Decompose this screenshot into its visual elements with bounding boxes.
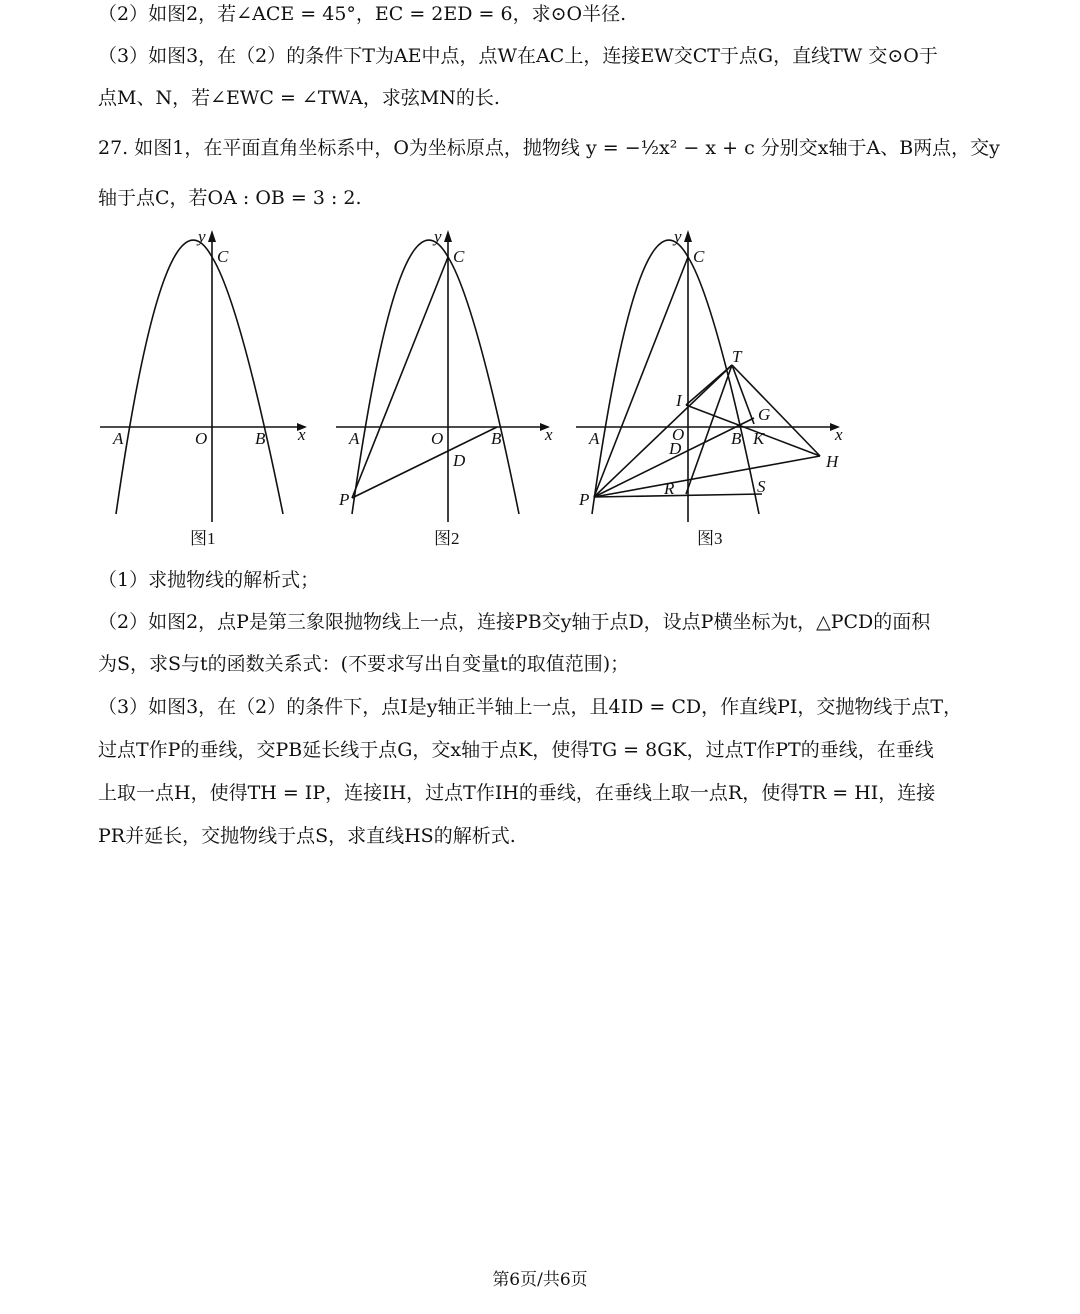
question-27-stem-line1: 27. 如图1，在平面直角坐标系中，O为坐标原点，抛物线 y = −½x² − x + c 分别交x轴于A、B两点，交y [98,137,1000,159]
fig1-c-label: C [217,247,229,266]
question-27-stem-line2: 轴于点C，若OA : OB = 3 : 2. [98,187,362,209]
fig3-g-label: G [758,405,771,424]
fig3-x-label: x [835,425,843,444]
fig2-caption: 图2 [434,529,460,548]
fig3-d-label: D [669,439,682,458]
question-27-part-2-line2: 为S，求S与t的函数关系式：(不要求写出自变量t的取值范围)； [98,653,630,675]
fig2-p-label: P [339,490,350,509]
fig3-c-label: C [693,247,705,266]
question-27-part-3-line4: PR并延长，交抛物线于点S，求直线HS的解析式. [98,825,516,847]
fig1-o-label: O [195,429,208,448]
fig3-r-label: R [664,479,675,498]
fig3-s-label: S [757,477,766,496]
fig3-h-label: H [826,452,839,471]
figures-panel [0,222,1080,552]
page-footer: 第6页/共6页 [492,1270,588,1290]
fig1-a-label: A [113,429,124,448]
fig2-c-label: C [453,247,465,266]
fig1-b-label: B [255,429,266,448]
figure-1 [100,230,307,522]
fig3-y-label: y [674,227,682,246]
fig2-d-label: D [453,451,466,470]
question-27-part-1: （1）求抛物线的解析式； [98,569,320,591]
question-27-part-3-line1: （3）如图3，在（2）的条件下，点I是y轴正半轴上一点，且4ID = CD，作直线PI，交抛物线于点T， [98,696,963,718]
fig3-k-label: K [753,429,765,448]
question-27-part-3-line3: 上取一点H，使得TH = IP，连接IH，过点T作IH的垂线，在垂线上取一点R，使得TR = HI，连接 [98,782,936,804]
fig1-caption: 图1 [190,529,216,548]
fig2-a-label: A [349,429,360,448]
question-27-part-3-line2: 过点T作P的垂线，交PB延长线于点G，交x轴于点K，使得TG = 8GK，过点T作PT的垂线，在垂线 [98,739,934,761]
fig1-x-label: x [298,425,306,444]
question-26-part-3-line1: （3）如图3，在（2）的条件下T为AE中点，点W在AC上，连接EW交CT于点G，直线TW 交⊙O于 [98,45,938,67]
question-26-part-3-line2: 点M、N，若∠EWC = ∠TWA，求弦MN的长. [98,87,500,109]
figure-3 [576,230,840,522]
fig3-caption: 图3 [697,529,723,548]
fig3-i-label: I [676,391,682,410]
figure-2 [336,230,550,522]
question-26-part-2: （2）如图2，若∠ACE = 45°，EC = 2ED = 6，求⊙O半径. [98,3,627,25]
fig3-p-label: P [579,490,590,509]
question-27-part-2-line1: （2）如图2，点P是第三象限抛物线上一点，连接PB交y轴于点D，设点P横坐标为t，△PCD的面积 [98,611,931,633]
fig3-o-label: O [672,425,685,444]
fig3-t-label: T [732,347,742,366]
fig1-y-label: y [198,227,206,246]
fig3-b-label: B [731,429,742,448]
fig3-a-label: A [589,429,600,448]
fig2-y-label: y [434,227,442,246]
fig2-x-label: x [545,425,553,444]
fig2-b-label: B [491,429,502,448]
fig2-o-label: O [431,429,444,448]
